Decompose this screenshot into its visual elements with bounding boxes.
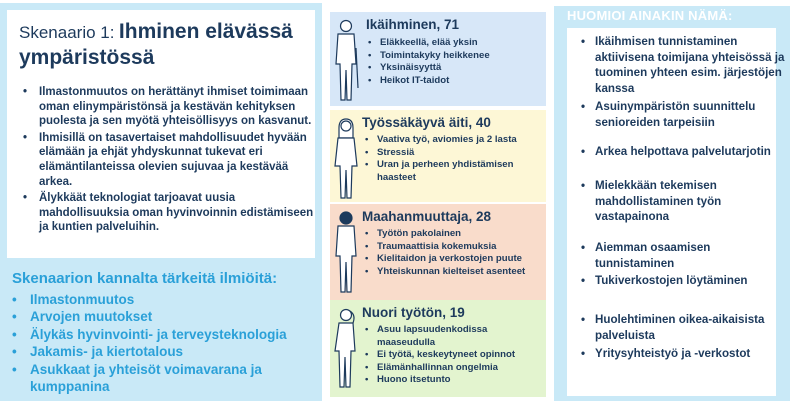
persona-traits — [364, 324, 544, 387]
phenomena-list — [12, 291, 322, 395]
scenario-label: Skenaario 1: — [19, 23, 115, 42]
persona-trait: • Uran ja perheen yhdistämisen haasteet — [364, 159, 544, 184]
persona-trait: • Heikot IT-taidot — [367, 75, 547, 88]
persona-trait: • Traumaattisia kokemuksia — [364, 241, 544, 254]
note-item: • Ikäihmisen tunnistaminen aktiivisena toimijana yhteisössä ja tuominen yhteen esim. järjestöjen kanssa — [577, 34, 790, 96]
persona-trait: • Yksinäisyyttä — [367, 62, 547, 75]
persona-trait: • Kielitaidon ja verkostojen puute — [364, 253, 544, 266]
phenomena-panel — [0, 265, 322, 401]
persona-traits — [367, 37, 547, 87]
persona-trait: • Vaativa työ, aviomies ja 2 lasta — [364, 134, 544, 147]
note-item: • Tukiverkostojen löytäminen — [577, 273, 790, 289]
elderly-person-icon — [332, 18, 360, 104]
persona-title: Nuori työtön, 19 — [362, 305, 465, 320]
persona-card-immigrant — [330, 204, 546, 300]
persona-trait: • Asuu lapsuudenkodissa maaseudulla — [364, 324, 544, 349]
phenomenon-item: • Jakamis- ja kiertotalous — [12, 343, 322, 360]
persona-card-youth — [330, 300, 546, 397]
persona-trait: • Ei työtä, keskeytyneet opinnot — [364, 349, 544, 362]
scenario-name: Ihminen elävässä ympäristössä — [19, 20, 293, 69]
phenomenon-item: • Ilmastonmuutos — [12, 291, 322, 308]
persona-trait: • Yhteiskunnan kielteiset asenteet — [364, 266, 544, 279]
note-item: • Huolehtiminen oikea-aikaisista palveluista — [577, 312, 790, 343]
persona-trait: • Elämänhallinnan ongelmia — [364, 362, 544, 375]
phenomenon-item: • Älykäs hyvinvointi- ja terveysteknologia — [12, 326, 322, 343]
persona-traits — [364, 134, 544, 184]
persona-trait: • Työtön pakolainen — [364, 228, 544, 241]
persona-trait: • Toimintakyky heikkenee — [367, 50, 547, 63]
immigrant-person-icon — [332, 210, 360, 296]
persona-trait: • Stressiä — [364, 147, 544, 160]
scenario-bullet: • Ihmisillä on tasavertaiset mahdollisuudet hyvään elämään ja ehjät yhdyskunnat tukevat eri elämäntilanteissa olevien sujuvaa ja kestävää arkea. — [21, 131, 321, 189]
scenario-bullet: • Ilmastonmuutos on herättänyt ihmiset toimimaan oman elinympäristönsä ja kestävän kehityksen puolesta ja sen myötä yhteisöllisyys on kasvanut. — [21, 85, 321, 129]
persona-card-elderly — [330, 12, 546, 106]
scenario-panel — [0, 3, 322, 265]
persona-trait: • Eläkkeellä, elää yksin — [367, 37, 547, 50]
note-item: • Aiemman osaamisen tunnistaminen — [577, 240, 790, 271]
young-unemployed-icon — [332, 306, 360, 392]
phenomena-title: Skenaarion kannalta tärkeitä ilmiöitä: — [12, 270, 278, 287]
phenomenon-item: • Asukkaat ja yhteisöt voimavarana ja kumppanina — [12, 361, 322, 396]
note-item: • Arkea helpottava palvelutarjotin — [577, 144, 790, 160]
working-mother-icon — [332, 116, 360, 202]
persona-traits — [364, 228, 544, 278]
persona-trait: • Huono itsetunto — [364, 374, 544, 387]
notes-content — [567, 28, 785, 396]
scenario-bullet-list — [21, 85, 321, 237]
persona-title: Työssäkäyvä äiti, 40 — [362, 115, 491, 130]
note-item: • Yritysyhteistyö ja -verkostot — [577, 346, 790, 362]
persona-card-mother — [330, 110, 546, 202]
note-item: • Mielekkään tekemisen mahdollistaminen työn vastapainona — [577, 178, 790, 225]
note-item: • Asuinympäristön suunnittelu senioreiden tarpeisiin — [577, 99, 790, 130]
notes-panel — [554, 6, 790, 401]
persona-title: Maahanmuuttaja, 28 — [362, 209, 492, 224]
persona-title: Ikäihminen, 71 — [366, 17, 460, 32]
scenario-title — [19, 20, 319, 72]
notes-title: HUOMIOI AINAKIN NÄMÄ: — [567, 8, 733, 23]
scenario-bullet: • Älykkäät teknologiat tarjoavat uusia mahdollisuuksia oman hyvinvoinnin edistämiseen ja kuntien palveluihin. — [21, 191, 321, 235]
phenomenon-item: • Arvojen muutokset — [12, 308, 322, 325]
